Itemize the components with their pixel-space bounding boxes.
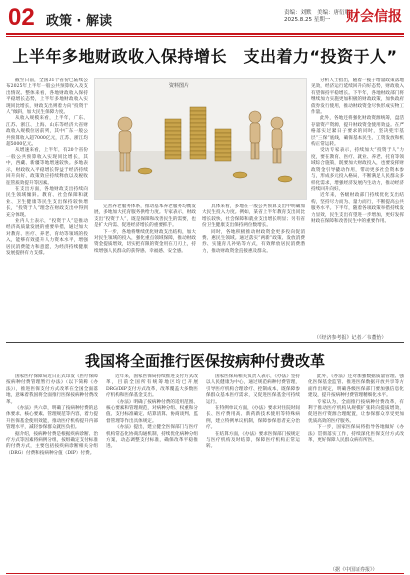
coins-illustration xyxy=(95,79,306,199)
header-rule-thin xyxy=(6,36,404,37)
article1-photo xyxy=(94,78,307,200)
paragraph: 据介绍，按病种付费是根据疾病诊断、治疗方式等因素将病例分组，按组确定支付标准的付费方式，主要包括按疾病诊断相关分组（DRG）付费和按病种分值（DIP）付费。 xyxy=(6,431,98,456)
article2-column-1 xyxy=(6,374,98,570)
page-header xyxy=(6,4,404,34)
paragraph: 《办法》明确了按病种付费的适用范围、核心要素和管理规范，对病种分组、权重和分值、支付标准确定、结算清算、协商谈判、监督管理等作出具体规定。 xyxy=(106,399,198,424)
paragraph: 同时，各地积极推动财政资金更多投向促消费、惠民生领域。通过落实“两新”政策、发放消费券、实施育儿补贴等方式，有效释放居民消费潜力，推动财政资金直接惠及群众。 xyxy=(202,229,305,254)
paragraph: 在特例单议方面，《办法》要求对住院时间长、医疗费用高、新药新技术使用等特殊病例，建立特例单议机制，保障参保患者充分治疗。 xyxy=(206,406,300,431)
page-bottom-rule xyxy=(6,573,404,574)
paragraph: 《办法》共六章，明确了按病种付费的总体要求、核心要素、管理规范等内容，着力提升医保基金使用效能，推动医疗机构提升内部管理水平，减轻参保群众就医负担。 xyxy=(6,406,98,431)
paragraph: 此外，《办法》还对加强数据质量管理、强化医保基金监管、推进医保数据开放共享等方面作出规定，明确各级医保部门要加强信息化建设，提升按病种付费管理精细化水平。 xyxy=(308,374,404,399)
article-divider xyxy=(6,342,404,343)
section-title: 政策 · 解读 xyxy=(46,14,112,29)
paragraph: 此外，各地还将强化财政资源统筹，盘活存量资产资源，提升财政资金使用效益。在严格落实过紧日子要求的同时，坚决兜牢基层“三保”底线，确保基本民生、工资发放和机构正常运转。 xyxy=(311,116,404,148)
paragraph: 具体来看，多地在一般公共预算支出中明确加大民生投入力度。例如，某省上半年教育支出同比增长较快，社会保障和就业支出增长明显；另有省份卫生健康支出保持两位数增长。 xyxy=(202,204,305,229)
header-rule xyxy=(6,33,404,35)
paragraph: 完善养老服务体系，推动基本养老服务均衡发展，多地加大托育服务供给力度。专家表示，财政支出“投资于人”，既是保障和改善民生的需要，也是扩大内需、促进经济增长的重要抓手。 xyxy=(94,204,196,229)
paragraph: 国家医保局相关负责人表示，《办法》坚持以人民健康为中心，通过规范病种付费管理，引导医疗机构合理诊疗、控制成本，既保障参保群众基本医疗需求，又促进医保基金可持续运行。 xyxy=(206,374,300,405)
paragraph: 《办法》提出，建立健全医保部门与医疗机构常态化协商沟通机制，持续优化病种分组方案，动态调整支付标准，确保改革平稳推进。 xyxy=(106,425,198,450)
article1-headline: 上半年多地财政收入保持增长 支出着力“投资于人” xyxy=(12,47,398,66)
article2-credit: （据《中国证券报》） xyxy=(330,567,378,573)
article1-column-1 xyxy=(6,78,88,336)
article1-column-3 xyxy=(311,78,404,332)
article1-credit: （《经济参考报》记者／韦董怡） xyxy=(314,335,387,341)
header-meta xyxy=(284,10,350,24)
section-number: 02 xyxy=(8,4,35,31)
paragraph: 业内人士表示，“投资于人”是推动经济高质量发展的重要举措，通过加大对教育、医疗、养老、育幼等领域的投入，能够有效提升人力资本水平，增强居民消费能力和意愿，为经济持续健康发展提供有力支撑。 xyxy=(6,218,88,256)
paragraph: 国家医疗保障局近日正式印发《医疗保障按病种付费管理暂行办法》（以下简称《办法》），推进医保支付方式改革在全国全面落地，意味着我国将全面推行医保按病种付费改革。 xyxy=(6,374,98,405)
article2-column-3 xyxy=(206,374,300,570)
paragraph: 从增速来看，上半年，有20个省份一般公共预算收入实现同比增长，其中，西藏、新疆等地增速较快。多地表示，财政收入平稳增长得益于经济持续回升向好、政策效应持续释放以及税收征管质效提升等因素。 xyxy=(6,148,88,186)
paragraph: 专家认为，全面推行按病种付费改革，有利于推动医疗机构从规模扩张转向提质增效，促进医疗资源合理配置，让参保群众享受更加优质高效的医疗服务。 xyxy=(308,399,404,424)
paragraph: 下一步，各地将继续优化财政支出结构，加大对民生领域的投入，强化重点领域保障，推动财政资金提质增效，切实把有限的资金用在刀刃上，持续增强人民群众的获得感、幸福感、安全感。 xyxy=(94,229,196,254)
date-line: 2025.8.25 星期一 xyxy=(284,17,331,23)
newspaper-brand: 财会信报 xyxy=(346,9,402,25)
paragraph: 从收入规模来看，上半年，广东、江苏、浙江、上海、山东等经济大省财政收入规模位居前列，其中广东一般公共预算收入超7000亿元，江苏、浙江均超5000亿元。 xyxy=(6,116,88,148)
article2-column-2 xyxy=(106,374,198,570)
paragraph: 近年来，各级财政部门持续优化支出结构，坚持尽力而为、量力而行，不断提高公共服务水平。下半年，随着各项政策举措持续发力显效，民生支出有望进一步增加，更好发挥财政在保障和改善民生中的重要作用。 xyxy=(311,193,404,224)
editor-line: 责编：刘默 美编：唐衍朋 xyxy=(284,10,351,16)
paragraph: 在结算方面，《办法》要求医保部门按规定与医疗机构及时结算，保障医疗机构正常运转。 xyxy=(206,431,300,450)
paragraph: 截至日前，全国31个省份已陆续公布2025年上半年一般公共预算收入及支出情况。整体来看，各地财政收入保持平稳增长态势，上半年多地财政收入实现同比增长，财政支出则着力向“投资于人”倾斜，加大民生保障力度。 xyxy=(6,78,88,116)
paragraph: 分析人士指出，随着一揽子增量政策落地见效，经济运行延续回升向好态势，财政收入有望保持平稳增长。下半年，各地财政部门将继续加力实施更加积极的财政政策，加快政府债券发行使用，推动财政资金尽快形成实物工作量。 xyxy=(311,78,404,116)
paragraph: 近年来，国家医保局持续推进支付方式改革，目前全国所有统筹地区均已开展DRG/DIP支付方式改革，改革覆盖大多数医疗机构和医保基金支出。 xyxy=(106,374,198,399)
article1-column-2b xyxy=(202,204,305,334)
paragraph: 下一步，国家医保局将指导各地做好《办法》贯彻落实工作，持续深化医保支付方式改革，更好保障人民群众病有所医。 xyxy=(308,425,404,444)
paragraph: 在支出方面，各地财政支出持续向民生领域倾斜。教育、社会保障和就业、卫生健康等民生支出保持较快增长，“投资于人”理念在财政支出中得到充分体现。 xyxy=(6,186,88,218)
article2-headline: 我国将全面推行医保按病种付费改革 xyxy=(84,352,325,370)
paragraph: 受访专家表示，持续加大“投资于人”力度，要在教育、医疗、就业、养老、托育等领域综合施策，既要加大财政投入，也要发挥财政资金引导撬动作用，带动更多社会资本参与，形成多元投入格局，不断满足人民群众多样化需求，增强经济发展内生动力，推动经济持续回升向好。 xyxy=(311,148,404,192)
photo-label: 资料图片 xyxy=(169,83,190,89)
article1-column-2a xyxy=(94,204,196,334)
article2-column-4 xyxy=(308,374,404,564)
